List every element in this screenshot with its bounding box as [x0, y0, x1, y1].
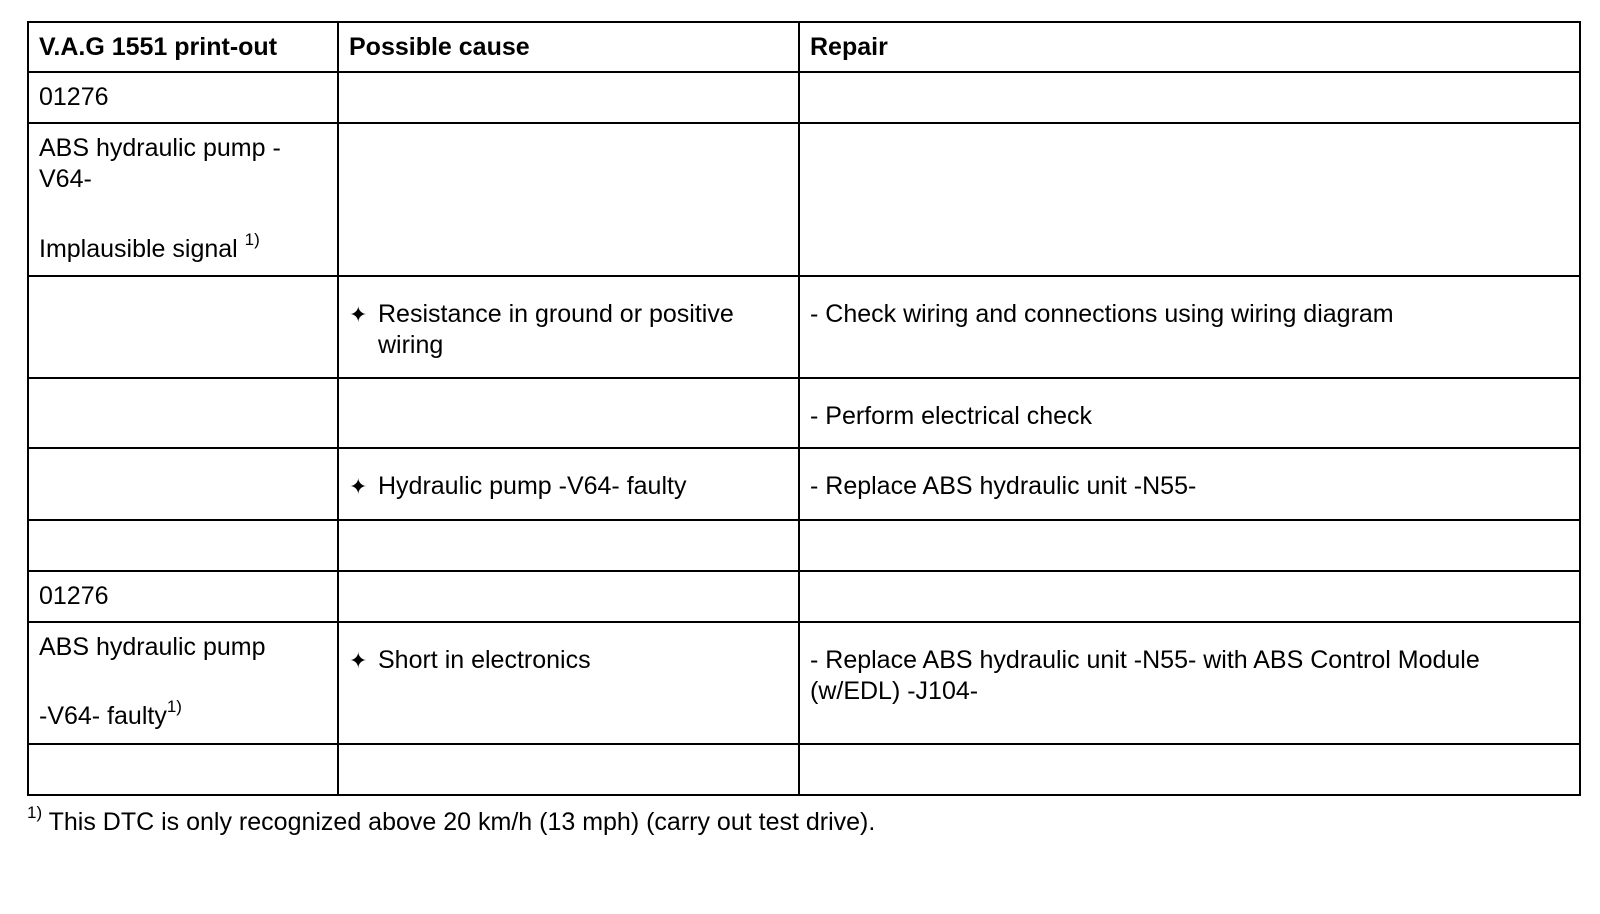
diamond-bullet-icon: ✦: [349, 474, 368, 499]
table-row: [28, 520, 1580, 571]
cause-cell: [338, 622, 799, 744]
printout-cell: [28, 378, 338, 448]
cause-cell: [338, 276, 799, 378]
repair-cell: - Check wiring and connections using wiring diagram: [799, 276, 1580, 378]
repair-cell: - Perform electrical check: [799, 378, 1580, 448]
cause-text: Hydraulic pump -V64- faulty: [378, 472, 687, 500]
footnote: [27, 803, 876, 838]
cause-cell: [338, 448, 799, 520]
cause-text: Resistance in ground or positive wiring: [378, 300, 734, 359]
cause-item: [349, 645, 788, 676]
cause-cell: [338, 744, 799, 795]
repair-cell: - Replace ABS hydraulic unit -N55- with ABS Control Module (w/EDL) -J104-: [799, 622, 1580, 744]
diamond-bullet-icon: ✦: [349, 648, 368, 673]
printout-line: ABS hydraulic pump: [39, 633, 266, 661]
printout-cell: [28, 448, 338, 520]
table-row: [28, 448, 1580, 520]
printout-cell: [28, 276, 338, 378]
printout-line: ABS hydraulic pump -V64-: [39, 134, 281, 193]
repair-cell: [799, 744, 1580, 795]
cause-cell: [338, 72, 799, 123]
footnote-text: This DTC is only recognized above 20 km/h (13 mph) (carry out test drive).: [48, 808, 876, 836]
printout-cell: 01276: [28, 571, 338, 622]
table-header-row: [28, 22, 1580, 72]
printout-line: -V64- faulty: [39, 702, 167, 730]
cause-item: [349, 471, 788, 502]
repair-cell: - Replace ABS hydraulic unit -N55-: [799, 448, 1580, 520]
cause-cell: [338, 378, 799, 448]
printout-cell: [28, 622, 338, 744]
repair-cell: [799, 520, 1580, 571]
table-row: [28, 571, 1580, 622]
diamond-bullet-icon: ✦: [349, 302, 368, 327]
printout-cell: 01276: [28, 72, 338, 123]
cause-cell: [338, 520, 799, 571]
cause-cell: [338, 123, 799, 276]
table-row: [28, 622, 1580, 744]
cause-item: [349, 299, 788, 361]
dtc-table: [27, 21, 1581, 796]
repair-cell: [799, 72, 1580, 123]
printout-line: Implausible signal: [39, 235, 238, 263]
table-row: [28, 72, 1580, 123]
table-row: [28, 378, 1580, 448]
footnote-ref: 1): [166, 697, 182, 716]
repair-cell: [799, 571, 1580, 622]
header-repair: Repair: [799, 22, 1580, 72]
cause-cell: [338, 571, 799, 622]
cause-text: Short in electronics: [378, 646, 591, 674]
footnote-ref: 1): [244, 230, 260, 249]
header-possible-cause: Possible cause: [338, 22, 799, 72]
printout-cell: [28, 123, 338, 276]
table-row: [28, 744, 1580, 795]
header-printout: V.A.G 1551 print-out: [28, 22, 338, 72]
printout-cell: [28, 520, 338, 571]
printout-cell: [28, 744, 338, 795]
table-row: [28, 123, 1580, 276]
repair-cell: [799, 123, 1580, 276]
footnote-marker: 1): [27, 803, 43, 822]
table-row: [28, 276, 1580, 378]
